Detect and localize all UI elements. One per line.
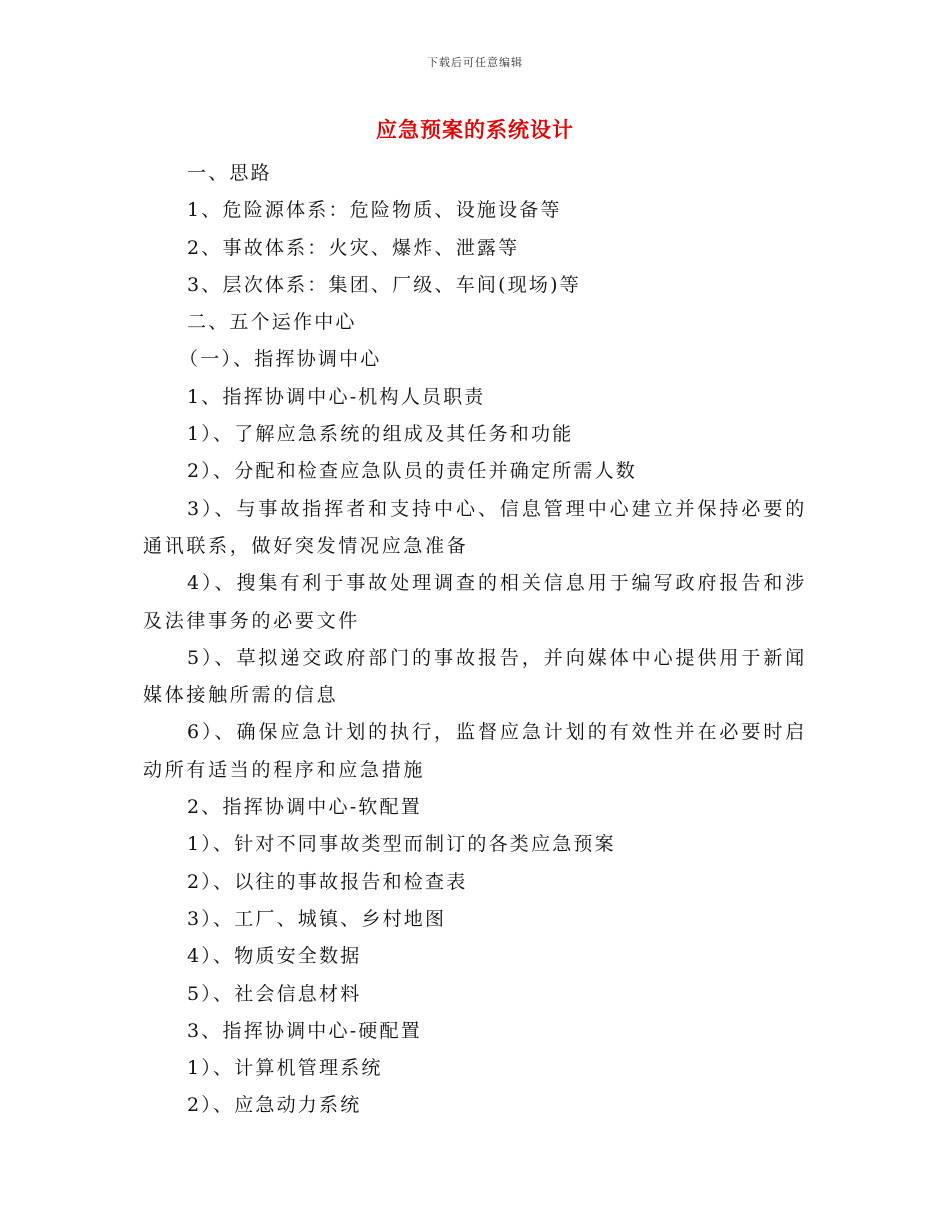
text-paragraph: 4）、搜集有利于事故处理调查的相关信息用于编写政府报告和涉及法律事务的必要文件: [143, 572, 807, 632]
document-body: [143, 159, 807, 1129]
text-line: 1）、计算机管理系统: [187, 1057, 383, 1080]
text-line: 1、指挥协调中心-机构人员职责: [187, 385, 486, 408]
text-line: 2）、以往的事故报告和检查表: [187, 870, 468, 893]
text-line: 2、事故体系：火灾、爆炸、泄露等: [187, 236, 520, 259]
text-line: 3）、工厂、城镇、乡村地图: [187, 907, 447, 930]
text-paragraph: 5）、草拟递交政府部门的事故报告，并向媒体中心提供用于新闻媒体接触所需的信息: [143, 646, 807, 707]
text-line: 一、思路: [187, 162, 272, 184]
text-line: 2）、分配和检查应急队员的责任并确定所需人数: [187, 460, 637, 483]
text-line: （一）、指挥协调中心: [179, 348, 382, 371]
text-line: 二、五个运作中心: [187, 311, 357, 334]
text-paragraph: 3）、与事故指挥者和支持中心、信息管理中心建立并保持必要的通讯联系，做好突发情况应急准备: [143, 497, 807, 557]
text-paragraph: 6）、确保应急计划的执行，监督应急计划的有效性并在必要时启动所有适当的程序和应急措施: [143, 721, 807, 781]
text-line: 2）、应急动力系统: [187, 1094, 362, 1117]
text-line: 2、指挥协调中心-软配置: [187, 796, 422, 819]
text-line: 5）、社会信息材料: [187, 982, 362, 1005]
text-line: 3、指挥协调中心-硬配置: [187, 1019, 422, 1042]
header-note: 下载后可任意编辑: [427, 56, 523, 69]
text-line: 3、层次体系：集团、厂级、车间(现场)等: [187, 273, 581, 296]
text-line: 4）、物质安全数据: [187, 945, 362, 968]
document-title: 应急预案的系统设计: [376, 117, 574, 142]
text-line: 1）、了解应急系统的组成及其任务和功能: [187, 423, 574, 446]
text-line: 1）、针对不同事故类型而制订的各类应急预案: [187, 833, 616, 856]
text-line: 1、危险源体系：危险物质、设施设备等: [187, 199, 562, 222]
